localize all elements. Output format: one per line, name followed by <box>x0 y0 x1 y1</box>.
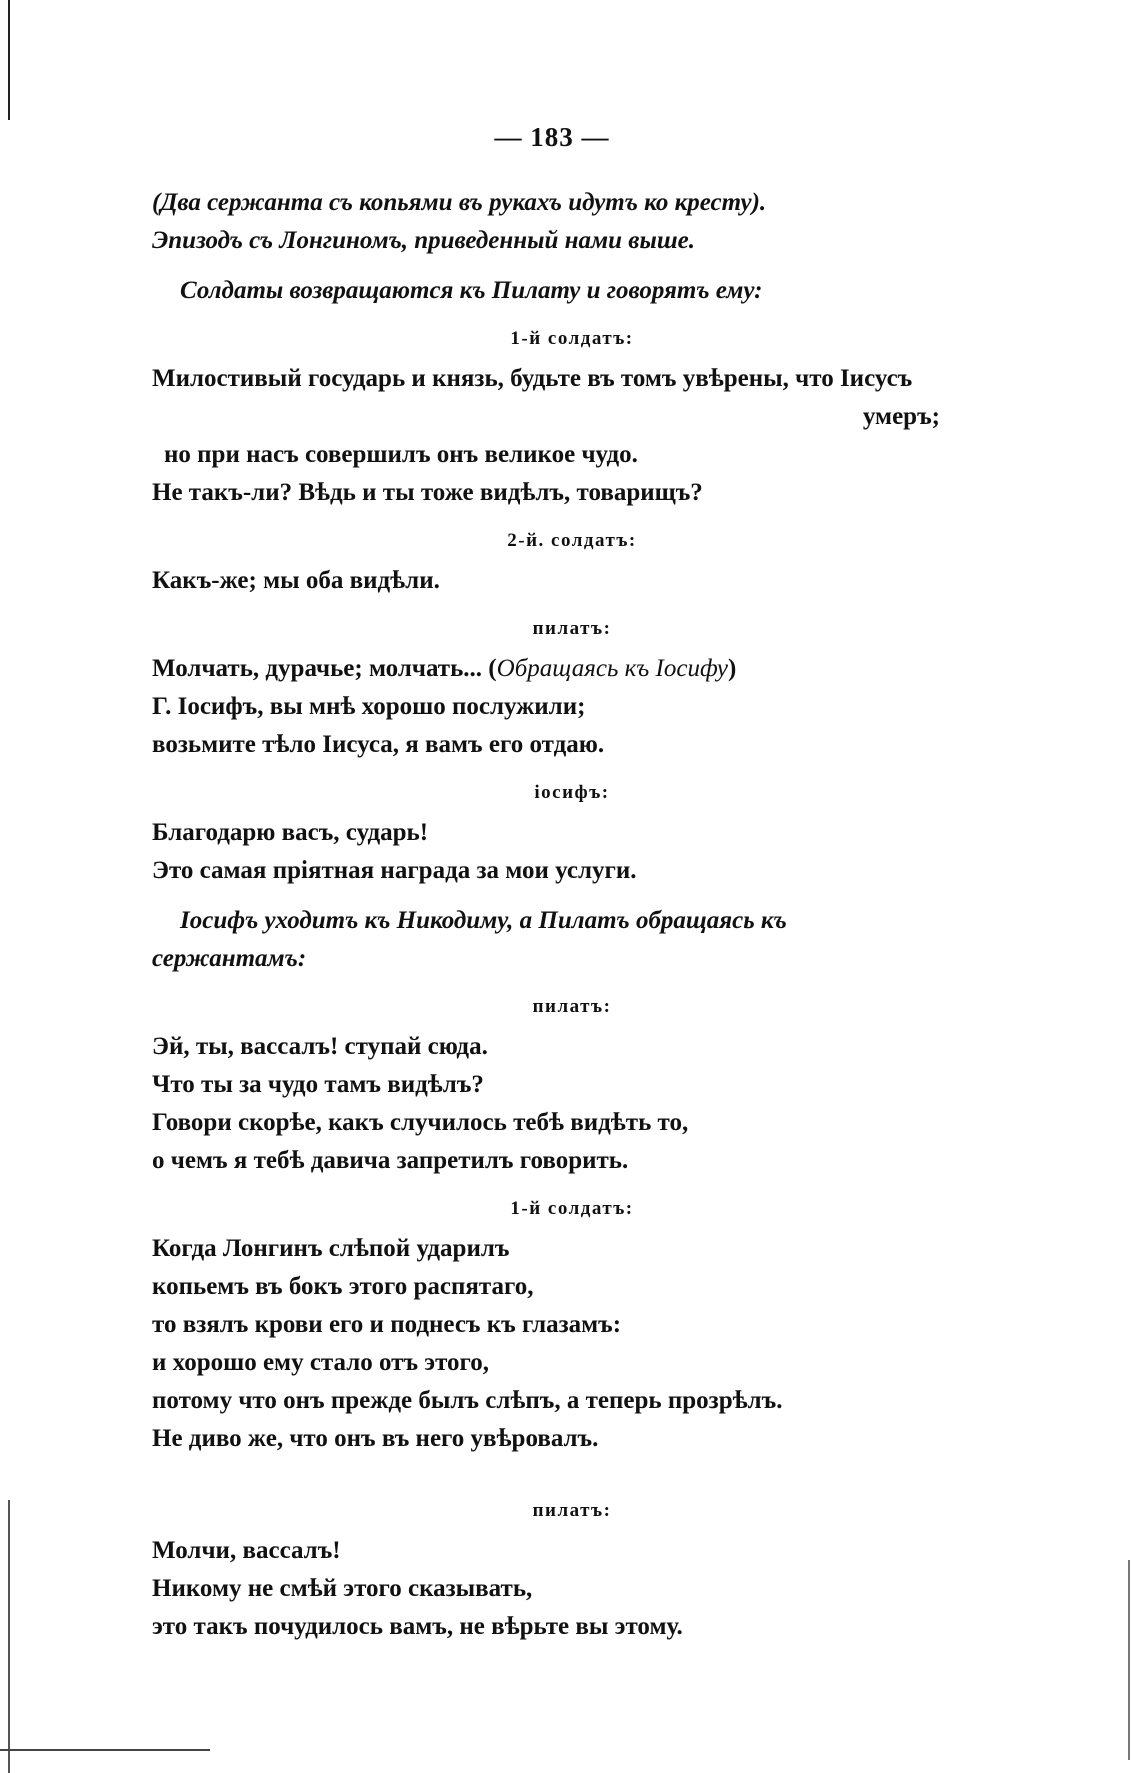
speech-line <box>152 650 992 688</box>
speech-line: но при насъ совершилъ онъ великое чудо. <box>164 441 638 468</box>
page-edge-left-lower <box>8 1500 10 1773</box>
stage-direction: Эпизодъ съ Лонгиномъ, приведенный нами выше. <box>152 227 695 254</box>
speaker-label: 1-й солдатъ: <box>510 328 634 349</box>
speech-line: умеръ; <box>862 403 940 430</box>
speech-line: Никому не смѣй этого сказывать, <box>152 1575 533 1602</box>
speech-line: и хорошо ему стало отъ этого, <box>152 1349 490 1376</box>
speech-line: потому что онъ прежде былъ слѣпъ, а теперь прозрѣлъ. <box>152 1387 783 1414</box>
page-number: — 183 — <box>494 122 610 152</box>
speech-line: Благодарю васъ, сударь! <box>152 819 429 846</box>
speaker-label: іосифъ: <box>534 782 610 803</box>
page-edge-bottom <box>0 1749 210 1751</box>
speech-line: Молчи, вассалъ! <box>152 1537 341 1564</box>
page-edge-left <box>8 0 10 120</box>
stage-direction-inline: Обращаясь къ Іосифу <box>496 655 728 682</box>
speech-text: ) <box>727 655 737 682</box>
speaker-label: пилатъ: <box>532 1500 612 1521</box>
stage-direction: Іосифъ уходитъ къ Никодиму, а Пилатъ обращаясь къ <box>180 907 787 934</box>
speech-line: Это самая пріятная награда за мои услуги. <box>152 857 637 884</box>
speech-line: копьемъ въ бокъ этого распятаго, <box>152 1273 534 1300</box>
speaker-label: 1-й солдатъ: <box>510 1198 634 1219</box>
speaker-label: пилатъ: <box>532 618 612 639</box>
speech-line: Милостивый государь и князь, будьте въ томъ увѣрены, что Іисусъ <box>152 365 913 392</box>
speech-line: возьмите тѣло Іисуса, я вамъ его отдаю. <box>152 731 605 758</box>
speech-line: Не диво же, что онъ въ него увѣровалъ. <box>152 1425 599 1452</box>
speech-line: о чемъ я тебѣ давича запретилъ говорить. <box>152 1147 629 1174</box>
stage-direction: Солдаты возвращаются къ Пилату и говорятъ ему: <box>180 277 763 304</box>
speech-line: Говори скорѣе, какъ случилось тебѣ видѣть то, <box>152 1109 689 1136</box>
page-content <box>152 118 992 1646</box>
speech-text: Молчать, дурачье; молчать... ( <box>152 655 497 682</box>
stage-direction: (Два сержанта съ копьями въ рукахъ идутъ ко кресту). <box>152 189 767 216</box>
speaker-label: пилатъ: <box>532 996 612 1017</box>
speaker-label: 2-й. солдатъ: <box>507 530 637 551</box>
page-edge-right <box>1128 1560 1130 1760</box>
speech-line: Г. Іосифъ, вы мнѣ хорошо послужили; <box>152 693 586 720</box>
speech-line: Эй, ты, вассалъ! ступай сюда. <box>152 1033 488 1060</box>
speech-line: Когда Лонгинъ слѣпой ударилъ <box>152 1235 510 1262</box>
stage-direction: сержантамъ: <box>152 945 307 972</box>
speech-line: Какъ-же; мы оба видѣли. <box>152 567 440 594</box>
speech-line: это такъ почудилось вамъ, не вѣрьте вы этому. <box>152 1613 683 1640</box>
speech-line: Что ты за чудо тамъ видѣлъ? <box>152 1071 484 1098</box>
speech-line: Не такъ-ли? Вѣдь и ты тоже видѣлъ, товарищъ? <box>152 479 703 506</box>
speech-line: то взялъ крови его и поднесъ къ глазамъ: <box>152 1311 622 1338</box>
